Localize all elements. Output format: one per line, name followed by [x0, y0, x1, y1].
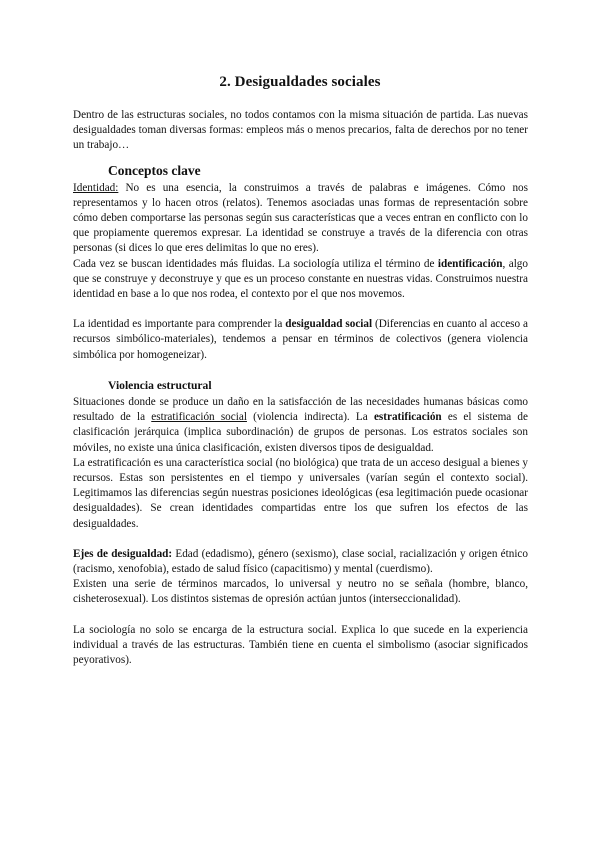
closing-paragraph: La sociología no solo se encarga de la estructura social. Explica lo que sucede en la experiencia individual a través de las estructuras. También tiene en cuenta el simbolismo (asociar significados peyorativos).	[73, 623, 528, 667]
text-span: es el sistema de clasificación jerárquica (implica subordinación) de grupos de personas. Los estratos sociales son móviles, no existe una única clasificación, existen diversos tipos de desigualdad.	[73, 411, 528, 454]
identidad-text: No es una esencia, la construimos a través de palabras e imágenes. Cómo nos representamos y lo hacen otros (relatos). Tenemos asociadas unas formas de representación sobre cómo deben comportarse las personas según sus características que a veces entran en conflicto con lo que propiamente queremos expresar. La identidad se construye a través de la diferencia con otras personas (si dices lo que eres delimitas lo que no eres).	[73, 181, 528, 255]
page-title: 2. Desigualdades sociales	[219, 74, 381, 90]
desigualdad-paragraph	[73, 317, 528, 363]
text-span: Situaciones donde se produce un daño en la satisfacción de las necesidades humanas básicas como resultado de la	[73, 396, 528, 424]
identidad-term: Identidad:	[73, 181, 119, 194]
ejes-term: Ejes de desigualdad:	[73, 547, 173, 560]
ejes-paragraph	[73, 547, 528, 577]
text-span: (Diferencias en cuanto al acceso a recursos simbólico-materiales), tendemos a pensar en términos de colectivos (genera violencia simbólica por homogeneizar).	[73, 318, 528, 361]
text-span: La identidad es importante para comprender la	[73, 318, 286, 331]
identidad-paragraph	[73, 181, 528, 257]
violencia-paragraph	[73, 395, 528, 456]
terminos-marcados-paragraph: Existen una serie de términos marcados, lo universal y neutro no se señala (hombre, blanco, cisheterosexual). Los distintos sistemas de opresión actúan juntos (interseccionalidad).	[73, 578, 528, 606]
text-span: , algo que se construye y deconstruye y que es un proceso constante en nuestras vidas. Construimos nuestra identidad en base a lo que nos rodea, el contexto por el que nos movemos.	[73, 257, 528, 301]
estratificacion-social-term: estratificación social	[151, 411, 247, 424]
document-body	[73, 108, 528, 668]
desigualdad-social-term: desigualdad social	[285, 318, 373, 331]
text-span: (violencia indirecta). La	[246, 411, 374, 424]
estratificacion-paragraph: La estratificación es una característica social (no biológica) que trata de un acceso desigual a bienes y recursos. Estas son persistentes en el tiempo y universales (varían según el contexto social). Legitimamos las diferencias según nuestras posiciones ideológicas (esa legitimación puede ocasionar desigualdades). Se crean identidades compartidas entre los que sufren los efectos de las desigualdades.	[73, 456, 528, 530]
text-span: Cada vez se buscan identidades más fluidas. La sociología utiliza el término de	[73, 257, 438, 270]
spacer	[73, 302, 528, 317]
spacer	[73, 608, 528, 623]
spacer	[73, 532, 528, 547]
spacer	[73, 363, 528, 378]
text-span: Edad (edadismo), género (sexismo), clase social, racialización y origen étnico (racismo, xenofobia), estado de salud físico (capacitismo) y mental (cuerdismo).	[73, 547, 528, 576]
identificacion-term: identificación	[437, 257, 503, 270]
section-heading-conceptos: Conceptos clave	[108, 162, 201, 178]
estratificacion-term: estratificación	[373, 411, 442, 424]
identificacion-paragraph	[73, 257, 528, 303]
intro-paragraph: Dentro de las estructuras sociales, no todos contamos con la misma situación de partida. Las nuevas desigualdades toman diversas formas: empleos más o menos precarios, falta de derechos por no tener un trabajo…	[73, 109, 528, 152]
section-heading-violencia: Violencia estructural	[108, 378, 212, 392]
